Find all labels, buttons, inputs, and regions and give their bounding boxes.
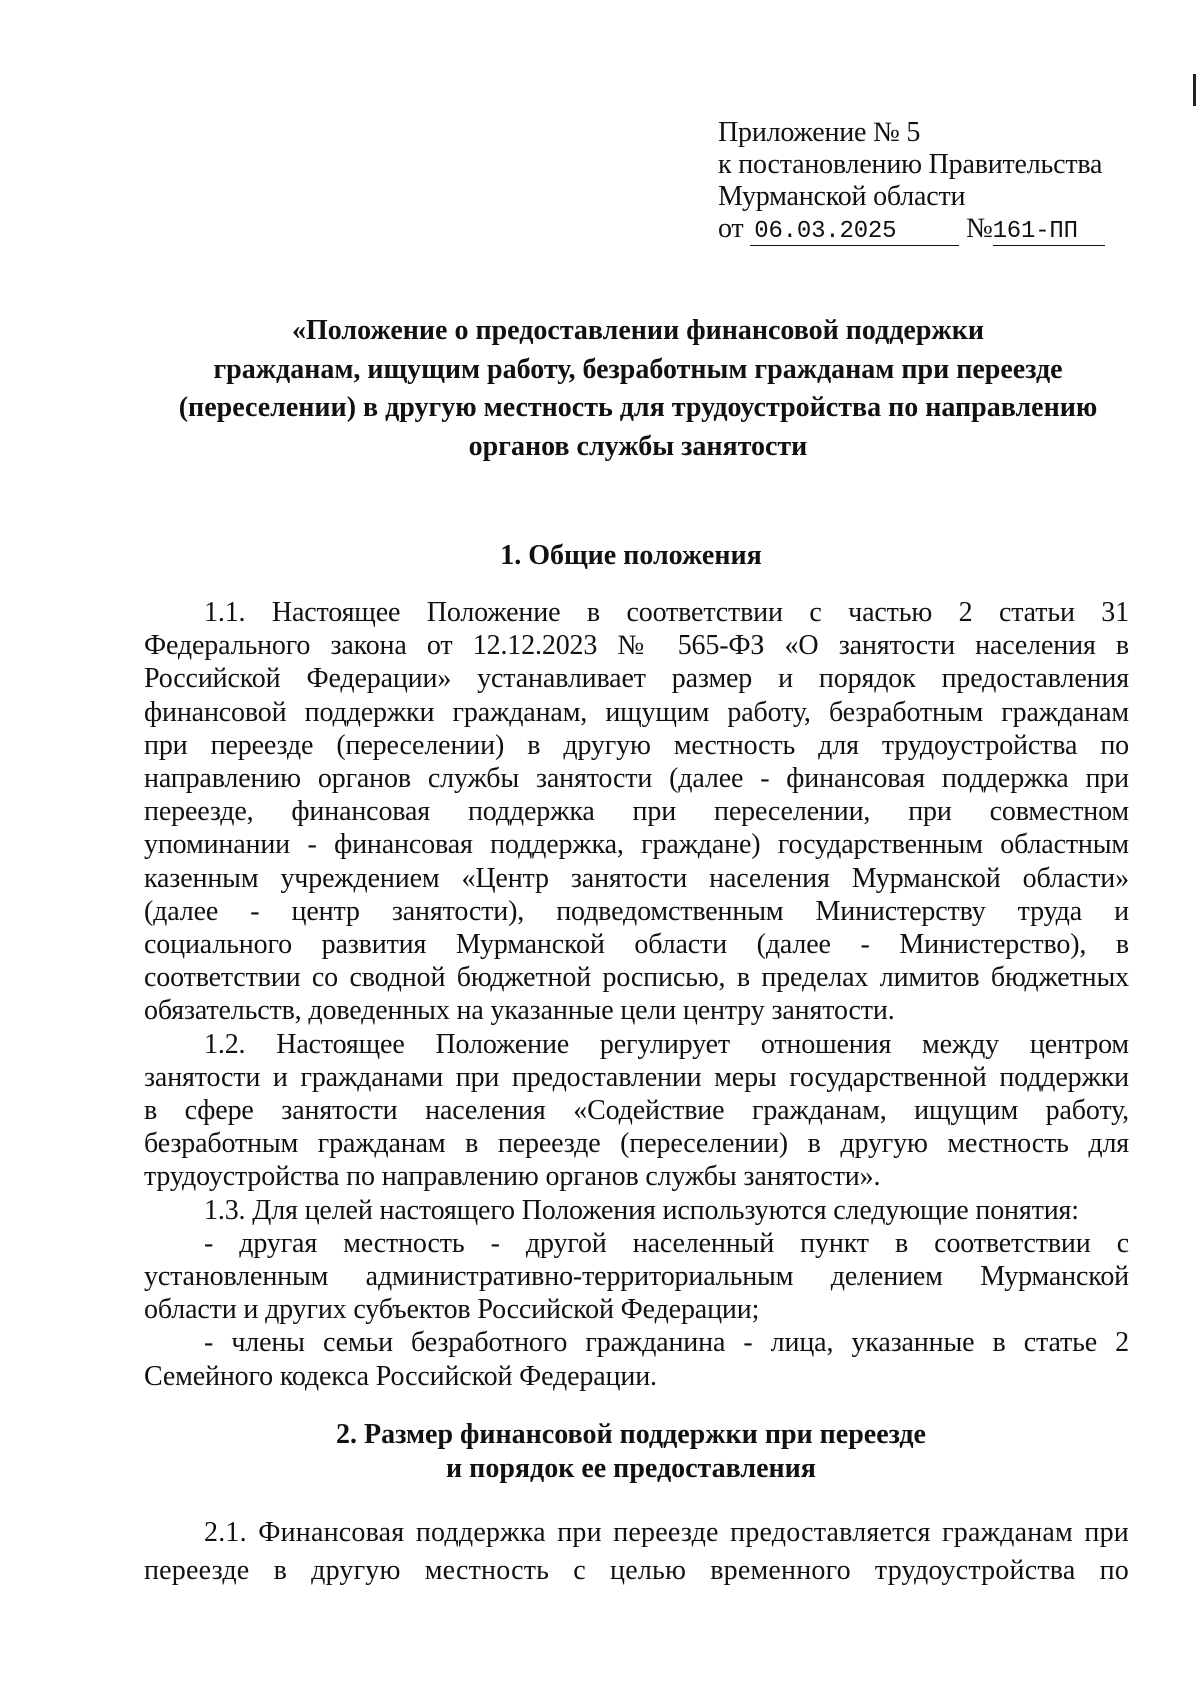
paragraph-line: Федерального закона от 12.12.2023 № 565-ФЗ «О занятости населения в: [144, 630, 1129, 662]
paragraph-line: - другая местность - другой населенный пункт в соответствии с: [204, 1227, 1129, 1259]
paragraph-line: (далее - центр занятости), подведомственным Министерству труда и: [144, 895, 1129, 927]
document-number: 161-ПП: [993, 219, 1105, 246]
paragraph-line: Семейного кодекса Российской Федерации.: [144, 1360, 657, 1392]
paragraph-line: 2.1. Финансовая поддержка при переезде предоставляется гражданам при: [204, 1517, 1129, 1548]
paragraph-line: безработным гражданам в переезде (переселении) в другую местность для: [144, 1128, 1129, 1160]
paragraph-line: при переезде (переселении) в другую местность для трудоустройства по: [144, 729, 1129, 761]
paragraph-line: обязательств, доведенных на указанные цели центру занятости.: [144, 995, 895, 1027]
section-1-body: [144, 596, 1129, 1393]
section-1-heading: 1. Общие положения: [500, 540, 762, 571]
document-date: 06.03.2025: [750, 219, 959, 246]
paragraph-line: области и других субъектов Российской Федерации;: [144, 1294, 760, 1326]
paragraph-line: 1.2. Настоящее Положение регулирует отношения между центром: [204, 1028, 1129, 1060]
paragraph-line: переезде, финансовая поддержка при переселении, при совместном: [144, 796, 1129, 828]
paragraph-line: установленным административно-территориальным делением Мурманской: [144, 1261, 1129, 1293]
section-2-heading-line: и порядок ее предоставления: [446, 1453, 816, 1484]
paragraph-line: в сфере занятости населения «Содействие гражданам, ищущим работу,: [144, 1095, 1129, 1127]
paragraph-line: занятости и гражданами при предоставлении меры государственной поддержки: [144, 1061, 1129, 1093]
paragraph-line: 1.1. Настоящее Положение в соответствии с частью 2 статьи 31: [204, 597, 1129, 628]
section-2-body: [144, 1514, 1129, 1590]
appendix-block: [718, 117, 1105, 245]
title-line: гражданам, ищущим работу, безработным гражданам при переезде: [213, 353, 1063, 385]
appendix-line: Мурманской области: [718, 181, 966, 212]
appendix-date-line: [718, 213, 1105, 245]
scan-edge-mark: [1193, 74, 1196, 106]
section-2-heading: [0, 1418, 1200, 1486]
number-prefix: №: [966, 213, 993, 244]
date-prefix: от: [718, 213, 744, 244]
paragraph-line: социального развития Мурманской области (далее - Министерство), в: [144, 929, 1129, 961]
section-2-heading-line: 2. Размер финансовой поддержки при переезде: [336, 1419, 926, 1450]
paragraph-line: - члены семьи безработного гражданина - лица, указанные в статье 2: [204, 1327, 1129, 1359]
paragraph-line: Российской Федерации» устанавливает размер и порядок предоставления: [144, 663, 1129, 695]
appendix-line: к постановлению Правительства: [718, 149, 1103, 180]
paragraph-line: финансовой поддержки гражданам, ищущим работу, безработным гражданам: [144, 696, 1129, 728]
paragraph-line: соответствии со сводной бюджетной росписью, в пределах лимитов бюджетных: [144, 962, 1129, 994]
paragraph-line: трудоустройства по направлению органов службы занятости».: [144, 1161, 881, 1193]
paragraph-line: упоминании - финансовая поддержка, граждане) государственным областным: [144, 829, 1129, 861]
document-title: [143, 312, 1133, 466]
paragraph-line: направлению органов службы занятости (далее - финансовая поддержка при: [144, 763, 1129, 795]
paragraph-line: 1.3. Для целей настоящего Положения используются следующие понятия:: [204, 1194, 1079, 1226]
paragraph-line: казенным учреждением «Центр занятости населения Мурманской области»: [144, 862, 1129, 894]
title-line: органов службы занятости: [468, 430, 808, 462]
paragraph-line: переезде в другую местность с целью временного трудоустройства по: [144, 1555, 1129, 1586]
appendix-line: Приложение № 5: [718, 117, 921, 148]
title-line: (переселении) в другую местность для трудоустройства по направлению: [178, 392, 1098, 423]
title-line: «Положение о предоставлении финансовой поддержки: [291, 315, 984, 346]
